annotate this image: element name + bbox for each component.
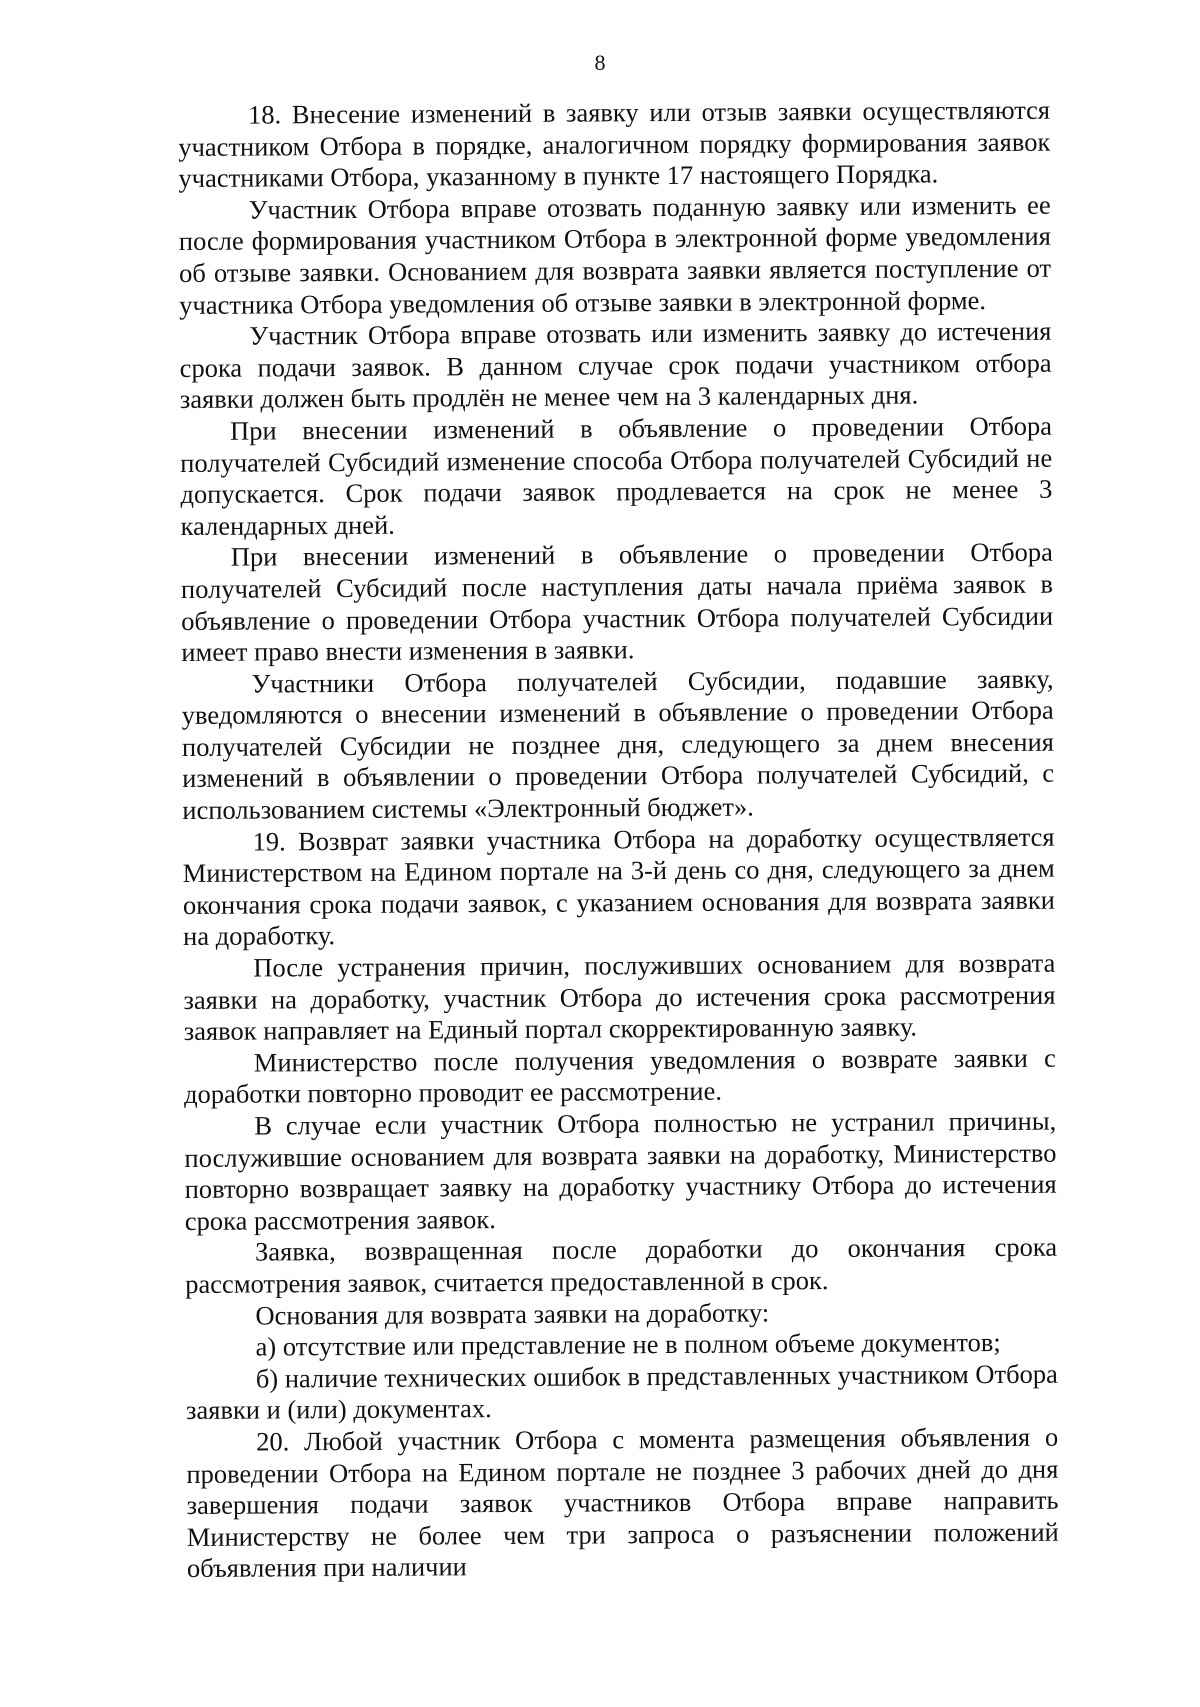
paragraph-repeat-review: Министерство после получения уведомления о возврате заявки с доработки повторно проводит ее рассмотрение. [183, 1042, 1056, 1110]
page-number: 8 [594, 50, 606, 75]
document-body [178, 95, 1059, 1585]
paragraph-participant-notification: Участники Отбора получателей Субсидии, подавшие заявку, уведомляются о внесении изменений в объявление о проведении Отбора получателей Субсидии не позднее дня, следующего за днем внесения изменений в объявлении о проведении Отбора получателей Субсидий, с использованием системы «Электронный бюджет». [181, 663, 1055, 826]
paragraph-19: 19. Возврат заявки участника Отбора на доработку осуществляется Министерством на Едином портале на 3-й день со дня, следующего за днем окончания срока подачи заявок, с указанием основания для возврата заявки на доработку. [182, 821, 1055, 952]
paragraph-resubmission: После устранения причин, послуживших основанием для возврата заявки на доработку, участник Отбора до истечения срока рассмотрения заявок направляет на Единый портал скорректированную заявку. [183, 947, 1056, 1047]
list-item-a: а) отсутствие или представление не в полном объеме документов; [255, 1327, 1001, 1362]
paragraph-timely-submission: Заявка, возвращенная после доработки до окончания срока рассмотрения заявок, считается предоставленной в срок. [185, 1232, 1058, 1299]
paragraph-announcement-changes: При внесении изменений в объявление о проведении Отбора получателей Субсидий изменение способа Отбора получателей Субсидий не допускается. Срок подачи заявок продлевается на срок не менее 3 календарных дней. [180, 410, 1053, 541]
paragraph-18: 18. Внесение изменений в заявку или отзыв заявки осуществляются участником Отбора в порядке, аналогичном порядку формирования заявок участниками Отбора, указанному в пункте 17 настоящего Порядка. [178, 94, 1051, 194]
paragraph-changes-after-start: При внесении изменений в объявление о проведении Отбора получателей Субсидий после наступления даты начала приёма заявок в объявление о проведении Отбора участник Отбора получателей Субсидии имеет право внести изменения в заявки. [180, 536, 1054, 668]
paragraph-withdrawal-deadline: Участник Отбора вправе отозвать или изменить заявку до истечения срока подачи заявок. В данном случае срок подачи участником отбора заявки должен быть продлён не менее чем на 3 календарных дня. [179, 315, 1052, 415]
paragraph-withdrawal-notice: Участник Отбора вправе отозвать поданную заявку или изменить ее после формирования участником Отбора в электронной форме уведомления об отзыве заявки. Основанием для возврата заявки является поступление от участника Отбора уведомления об отзыве заявки в электронной форме. [178, 189, 1052, 320]
paragraph-20: 20. Любой участник Отбора с момента размещения объявления о проведении Отбора на Едином портале не позднее 3 рабочих дней до дня завершения подачи заявок участников Отбора вправе направить Министерству не более чем три запроса о разъяснении положений объявления при наличии [186, 1421, 1059, 1584]
paragraph-repeat-return: В случае если участник Отбора полностью не устранил причины, послужившие основанием для возврата заявки на доработку, Министерство повторно возвращает заявку на доработку участнику Отбора до истечения срока рассмотрения заявок. [184, 1105, 1057, 1236]
list-item-b: б) наличие технических ошибок в представленных участником Отбора заявки и (или) документах. [185, 1358, 1058, 1426]
paragraph-return-grounds-heading: Основания для возврата заявки на доработку: [255, 1296, 770, 1331]
